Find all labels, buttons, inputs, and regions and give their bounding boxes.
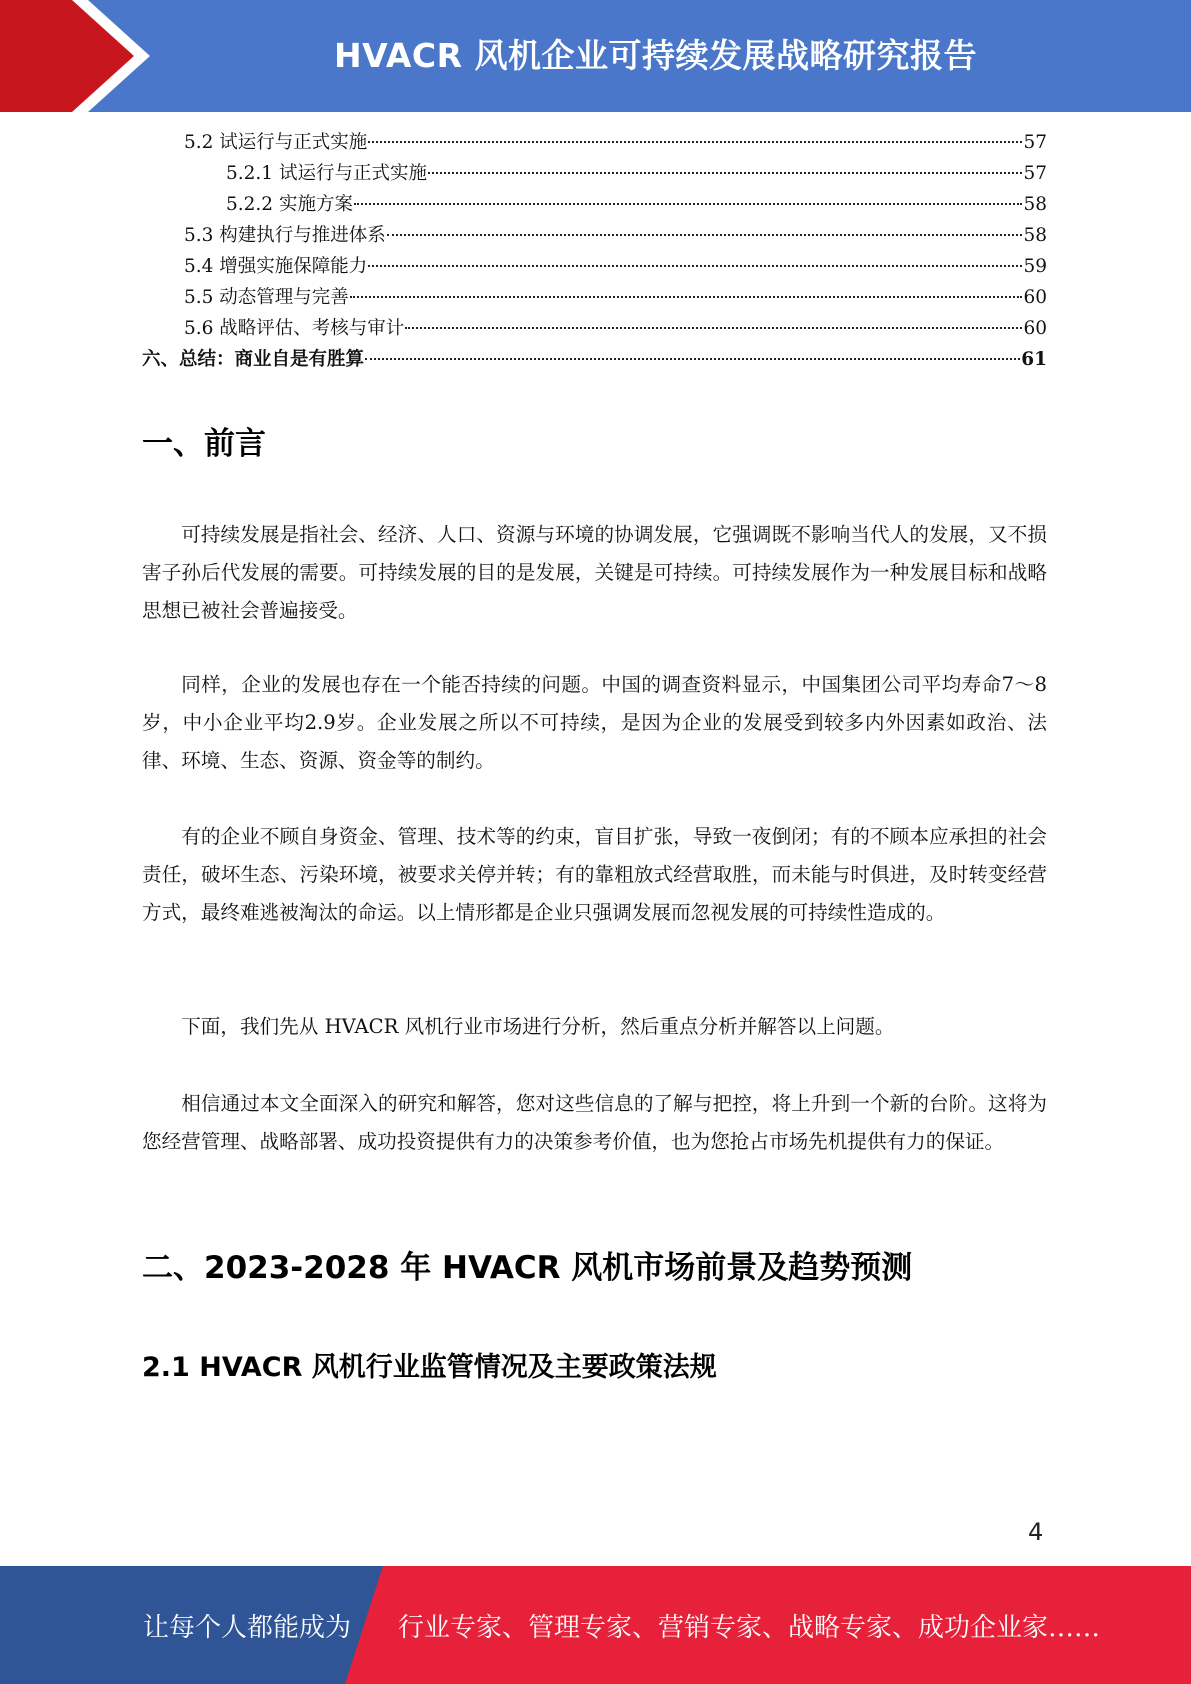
toc-leader-dots	[368, 265, 1022, 267]
toc-entry-page: 58	[1023, 225, 1047, 246]
toc-leader-dots	[368, 141, 1022, 143]
toc-entry-label: 5.2.2 实施方案	[226, 194, 353, 215]
paragraph: 可持续发展是指社会、经济、人口、资源与环境的协调发展，它强调既不影响当代人的发展，又不损害子孙后代发展的需要。可持续发展的目的是发展，关键是可持续。可持续发展作为一种发展目标和战略思想已被社会普遍接受。	[142, 523, 1047, 622]
toc-entry[interactable]	[142, 189, 1047, 220]
header-title: HVACR 风机企业可持续发展战略研究报告	[333, 35, 978, 75]
toc-entry-label: 5.2 试运行与正式实施	[184, 132, 368, 153]
page-header	[0, 0, 1191, 112]
toc-entry-label: 5.5 动态管理与完善	[184, 287, 349, 308]
toc-entry-page: 57	[1023, 163, 1047, 184]
section-heading-preface: 一、前言	[142, 426, 266, 462]
toc-entry-label: 5.4 增强实施保障能力	[184, 256, 368, 277]
paragraph: 同样，企业的发展也存在一个能否持续的问题。中国的调查资料显示，中国集团公司平均寿命7～8岁，中小企业平均2.9岁。企业发展之所以不可持续，是因为企业的发展受到较多内外因素如政治、法律、环境、生态、资源、资金等的制约。	[142, 673, 1047, 772]
paragraph: 有的企业不顾自身资金、管理、技术等的约束，盲目扩张，导致一夜倒闭；有的不顾本应承担的社会责任，破坏生态、污染环境，被要求关停并转；有的靠粗放式经营取胜，而未能与时俱进，及时转变经营方式，最终难逃被淘汰的命运。以上情形都是企业只强调发展而忽视发展的可持续性造成的。	[142, 825, 1047, 924]
toc-entry-label: 六、总结：商业自是有胜算	[142, 349, 365, 370]
toc-entry-page: 60	[1023, 318, 1047, 339]
toc-leader-dots	[387, 234, 1023, 236]
toc-entry-label: 5.6 战略评估、考核与审计	[184, 318, 405, 339]
toc-leader-dots	[428, 172, 1022, 174]
page-footer	[0, 1566, 1191, 1684]
footer-slogan-left: 让每个人都能成为	[143, 1612, 352, 1643]
toc-entry[interactable]	[142, 313, 1047, 344]
toc-entry[interactable]	[142, 344, 1047, 375]
toc-entry[interactable]	[142, 220, 1047, 251]
paragraph: 相信通过本文全面深入的研究和解答，您对这些信息的了解与把控，将上升到一个新的台阶。这将为您经营管理、战略部署、成功投资提供有力的决策参考价值，也为您抢占市场先机提供有力的保证。	[142, 1092, 1047, 1153]
table-of-contents	[142, 127, 1047, 375]
footer-slogan-right: 行业专家、管理专家、营销专家、战略专家、成功企业家……	[398, 1612, 1101, 1643]
toc-entry-page: 58	[1023, 194, 1047, 215]
section-heading-market-outlook: 二、2023-2028 年 HVACR 风机市场前景及趋势预测	[142, 1250, 913, 1286]
toc-entry-page: 61	[1021, 349, 1047, 370]
toc-entry-label: 5.3 构建执行与推进体系	[184, 225, 386, 246]
toc-entry[interactable]	[142, 158, 1047, 189]
page-number: 4	[1028, 1518, 1044, 1546]
toc-entry-label: 5.2.1 试运行与正式实施	[226, 163, 427, 184]
toc-entry-page: 59	[1023, 256, 1047, 277]
subsection-heading: 2.1 HVACR 风机行业监管情况及主要政策法规	[142, 1352, 717, 1383]
toc-leader-dots	[354, 203, 1023, 205]
toc-leader-dots	[350, 296, 1023, 298]
toc-entry[interactable]	[142, 127, 1047, 158]
paragraph: 下面，我们先从 HVACR 风机行业市场进行分析，然后重点分析并解答以上问题。	[181, 1015, 895, 1038]
toc-entry[interactable]	[142, 282, 1047, 313]
toc-leader-dots	[405, 327, 1022, 329]
toc-entry[interactable]	[142, 251, 1047, 282]
toc-entry-page: 57	[1023, 132, 1047, 153]
toc-leader-dots	[365, 358, 1020, 360]
toc-entry-page: 60	[1023, 287, 1047, 308]
